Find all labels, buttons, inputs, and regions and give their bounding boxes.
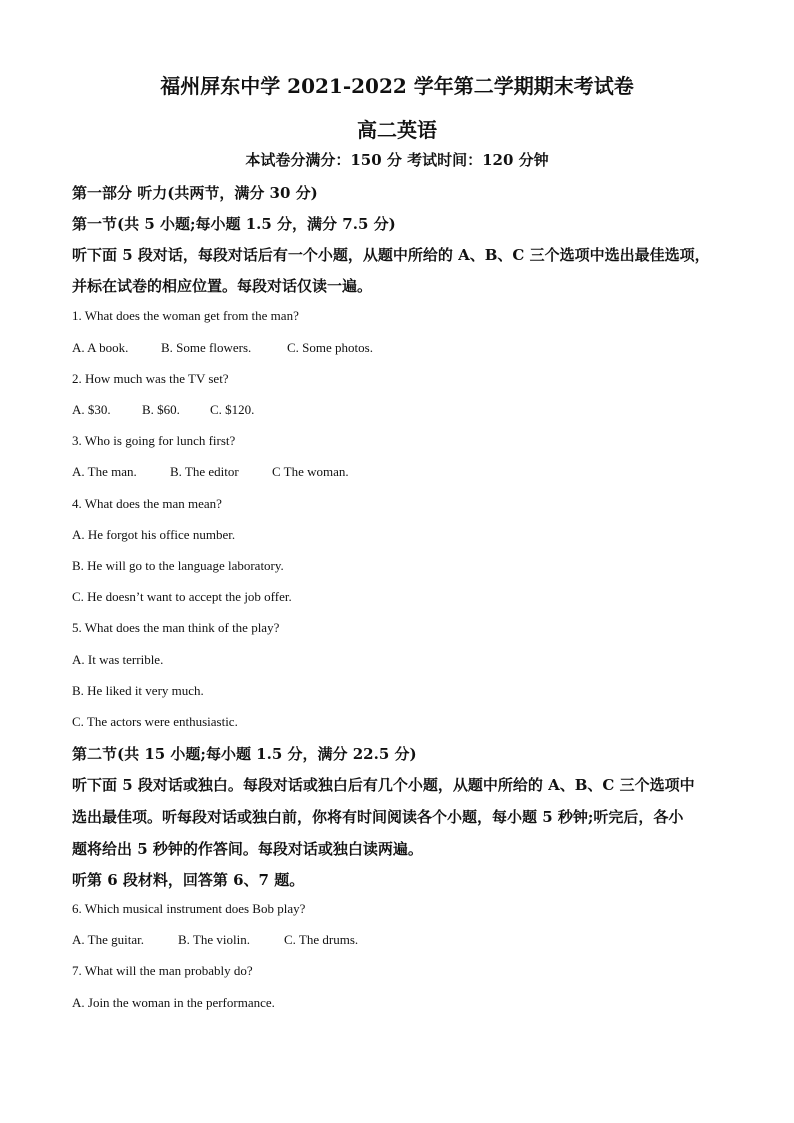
section1-instructions-line2: 并标在试卷的相应位置。每段对话仅读一遍。	[72, 277, 373, 295]
q4-option-c: C. He doesn’t want to accept the job offer.	[72, 589, 292, 604]
section2-instructions-line3: 题将给出 5 秒钟的作答间。每段对话或独白读两遍。	[72, 840, 423, 858]
part1-heading: 第一部分 听力(共两节，满分 30 分)	[72, 184, 318, 202]
question-6-options	[72, 932, 358, 948]
q4-option-b: B. He will go to the language laboratory.	[72, 558, 284, 573]
section2-heading: 第二节(共 15 小题;每小题 1.5 分，满分 22.5 分)	[72, 745, 417, 763]
question-7-stem: 7. What will the man probably do?	[72, 963, 253, 978]
q2-option-a: A. $30.	[72, 402, 111, 417]
question-1-options	[72, 340, 373, 356]
q5-option-b: B. He liked it very much.	[72, 683, 204, 698]
exam-info: 本试卷分满分：150 分 考试时间：120 分钟	[245, 151, 549, 169]
q4-option-a: A. He forgot his office number.	[72, 527, 236, 542]
section1-instructions-line1: 听下面 5 段对话，每段对话后有一个小题，从题中所给的 A、B、C 三个选项中选出最佳选项，	[72, 246, 710, 264]
q6-option-c: C. The drums.	[284, 932, 359, 947]
q5-option-a: A. It was terrible.	[72, 652, 164, 667]
q5-option-c: C. The actors were enthusiastic.	[72, 714, 238, 729]
material-6-heading: 听第 6 段材料，回答第 6、7 题。	[72, 871, 305, 889]
q3-option-b: B. The editor	[170, 464, 239, 479]
question-4-stem: 4. What does the man mean?	[72, 496, 222, 511]
q6-option-b: B. The violin.	[178, 932, 250, 947]
q1-option-b: B. Some flowers.	[161, 340, 252, 355]
question-3-options	[72, 464, 349, 480]
question-2-options	[72, 402, 254, 418]
subject-title: 高二英语	[357, 118, 437, 142]
q3-option-c: C The woman.	[272, 464, 349, 479]
section2-instructions-line2: 选出最佳项。听每段对话或独白前，你将有时间阅读各个小题，每小题 5 秒钟;听完后，各小	[72, 808, 684, 826]
q7-option-a: A. Join the woman in the performance.	[72, 995, 275, 1010]
question-6-stem: 6. Which musical instrument does Bob play?	[72, 901, 306, 916]
q1-option-c: C. Some photos.	[287, 340, 373, 355]
q6-option-a: A. The guitar.	[72, 932, 144, 947]
question-5-stem: 5. What does the man think of the play?	[72, 620, 280, 635]
question-1-stem: 1. What does the woman get from the man?	[72, 308, 299, 323]
exam-title: 福州屏东中学 2021-2022 学年第二学期期末考试卷	[160, 74, 634, 98]
section2-instructions-line1: 听下面 5 段对话或独白。每段对话或独白后有几个小题，从题中所给的 A、B、C 三个选项中	[72, 776, 695, 794]
section1-heading: 第一节(共 5 小题;每小题 1.5 分，满分 7.5 分)	[72, 215, 396, 233]
question-2-stem: 2. How much was the TV set?	[72, 371, 229, 386]
q3-option-a: A. The man.	[72, 464, 137, 479]
q1-option-a: A. A book.	[72, 340, 129, 355]
question-3-stem: 3. Who is going for lunch first?	[72, 433, 236, 448]
q2-option-b: B. $60.	[142, 402, 180, 417]
q2-option-c: C. $120.	[210, 402, 255, 417]
